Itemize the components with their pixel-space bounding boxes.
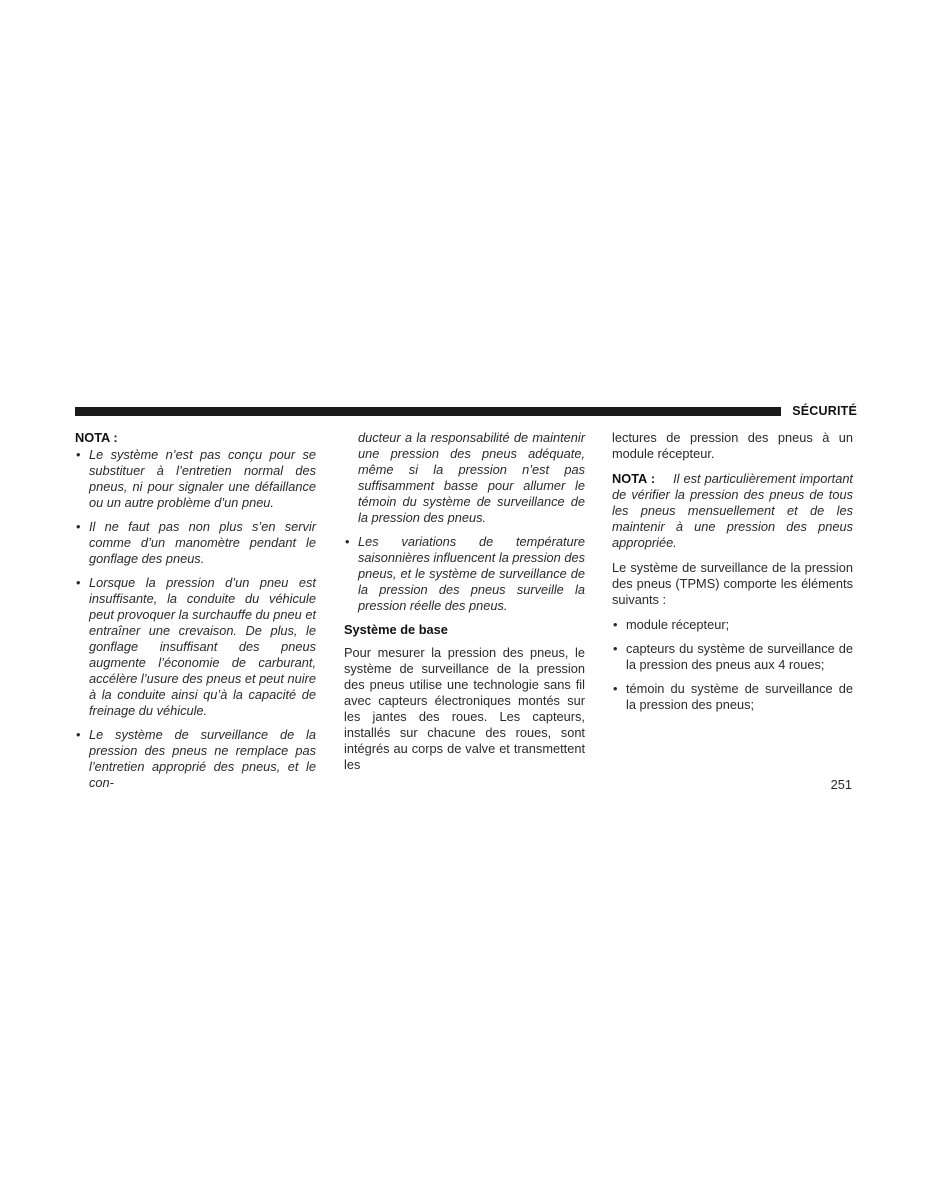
nota-text: Il est particulièrement important de vérifier la pression des pneus de tous les pneus mensuellement et de les maintenir à une pression des pneus appropriée. bbox=[612, 471, 853, 550]
list-item bbox=[344, 534, 585, 614]
list-item-text: Le système n’est pas conçu pour se substituer à l’entretien normal des pneus, ni pour signaler une défaillance ou un autre problème d’un pneu. bbox=[89, 447, 316, 510]
list-item-text: capteurs du système de surveillance de la pression des pneus aux 4 roues; bbox=[626, 641, 853, 672]
nota-label: NOTA : bbox=[612, 471, 656, 486]
list-item bbox=[75, 575, 316, 719]
column-3 bbox=[612, 430, 853, 721]
list-item bbox=[75, 519, 316, 567]
component-list bbox=[612, 617, 853, 713]
nota-note bbox=[612, 471, 853, 551]
list-item-text: module récepteur; bbox=[626, 617, 730, 632]
bullet-icon: • bbox=[76, 447, 81, 462]
page-number: 251 bbox=[830, 777, 852, 792]
section-title: SÉCURITÉ bbox=[792, 404, 857, 418]
column-2 bbox=[344, 430, 585, 782]
list-item-text: Le système de surveillance de la pression des pneus ne remplace pas l’entretien approprié des pneus, et le con- bbox=[89, 727, 316, 790]
list-item-text: Les variations de température saisonnières influencent la pression des pneus, et le système de surveillance de la pression des pneus surveille la pression réelle des pneus. bbox=[358, 534, 585, 613]
bullet-icon: • bbox=[613, 617, 618, 632]
bullet-icon: • bbox=[345, 534, 350, 549]
list-item bbox=[612, 617, 853, 633]
section-header-bar bbox=[75, 407, 781, 416]
body-paragraph: Le système de surveillance de la pression des pneus (TPMS) comporte les éléments suivants : bbox=[612, 560, 853, 607]
list-item-text: témoin du système de surveillance de la pression des pneus; bbox=[626, 681, 853, 712]
nota-bullet-list bbox=[75, 447, 316, 791]
nota-label: NOTA : bbox=[75, 430, 118, 445]
bullet-icon: • bbox=[76, 727, 81, 742]
list-item bbox=[75, 447, 316, 511]
column-1 bbox=[75, 430, 316, 799]
bullet-list bbox=[344, 534, 585, 614]
bullet-icon: • bbox=[613, 681, 618, 696]
list-item-text: Il ne faut pas non plus s’en servir comme d’un manomètre pendant le gonflage des pneus. bbox=[89, 519, 316, 566]
bullet-icon: • bbox=[76, 575, 81, 590]
body-paragraph: Pour mesurer la pression des pneus, le système de surveillance de la pression des pneus utilise une technologie sans fil avec capteurs électroniques montés sur les jantes des roues. Les capteurs, installés sur chacune des roues, sont intégrés au corps de valve et transmettent les bbox=[344, 645, 585, 772]
list-item bbox=[75, 727, 316, 791]
subheading: Système de base bbox=[344, 622, 448, 637]
list-item bbox=[612, 681, 853, 713]
continued-bullet-text: ducteur a la responsabilité de maintenir une pression des pneus adéquate, même si la pression n’est pas suffisamment basse pour allumer le témoin du système de surveillance de la pression des pneus. bbox=[358, 430, 585, 525]
list-item-text: Lorsque la pression d’un pneu est insuffisante, la conduite du véhicule peut provoquer la surchauffe du pneu et entraîner une crevaison. De plus, le gonflage insuffisant des pneus augmente l’économie de carburant, accélère l’usure des pneus et peut nuire à la conduite ainsi qu’à la capacité de freinage du véhicule. bbox=[89, 575, 316, 718]
list-item bbox=[612, 641, 853, 673]
continued-paragraph: lectures de pression des pneus à un module récepteur. bbox=[612, 430, 853, 461]
bullet-icon: • bbox=[76, 519, 81, 534]
bullet-icon: • bbox=[613, 641, 618, 656]
